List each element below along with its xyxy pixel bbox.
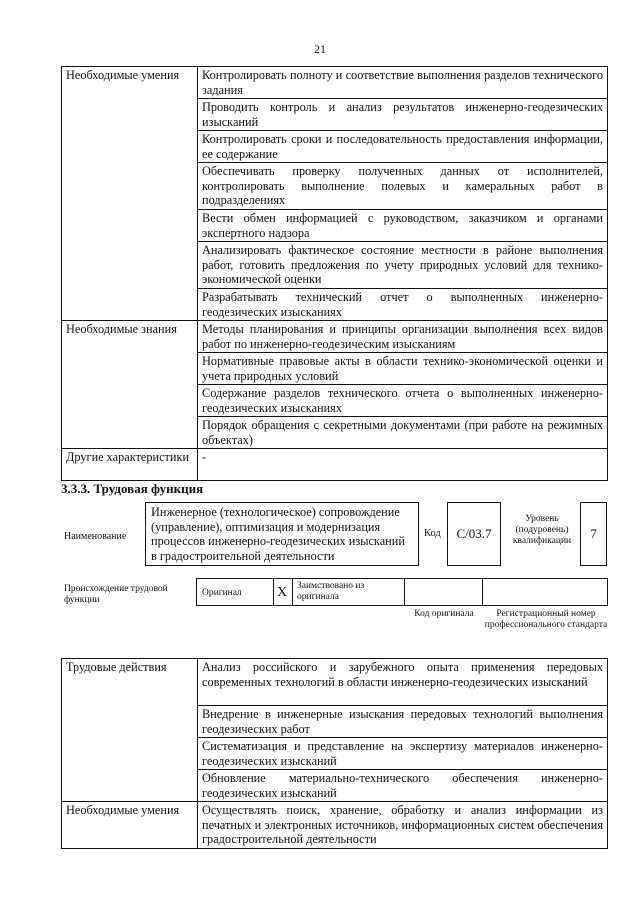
table-cell: Контролировать полноту и соответствие выполнения разделов технического задания — [198, 67, 608, 99]
table-cell: Обеспечивать проверку полученных данных от исполнителей, контролировать выполнение полевых и камеральных работ в подразделениях — [198, 163, 608, 210]
row-label: Необходимые умения — [62, 802, 198, 849]
table-row — [62, 802, 608, 849]
row-label: Необходимые умения — [62, 67, 198, 321]
table-cell: Анализировать фактическое состояние местности в районе выполнения работ, готовить предложения по учету природных условий для технико-экономической оценки — [198, 242, 608, 289]
code-original-label: Код оригинала — [414, 609, 474, 619]
page-number: 21 — [314, 42, 326, 56]
divider — [273, 578, 274, 606]
table-cell: Порядок обращения с секретными документами (при работе на режимных объектах) — [198, 417, 608, 449]
origin-row — [196, 578, 608, 606]
name-label: Наименование — [64, 531, 127, 542]
bottom-actions-table — [61, 658, 608, 849]
table-cell: Контролировать сроки и последовательность предоставления информации, ее содержание — [198, 131, 608, 163]
level-box — [580, 502, 607, 566]
table-row — [62, 449, 608, 481]
borrowed-label: Заимствовано из оригинала — [297, 581, 365, 602]
code-box — [447, 502, 501, 566]
row-label: Трудовые действия — [62, 659, 198, 802]
table-cell: Систематизация и представление на экспертизу материалов инженерно-геодезических изысканий — [198, 738, 608, 770]
table-cell: - — [198, 449, 608, 481]
level-label: Уровень (подуровень) квалификации — [512, 514, 572, 546]
function-name: Инженерное (технологическое) сопровождение (управление), оптимизация и модернизация процессов инженерно-геодезических изысканий в градостроительной деятельности — [151, 505, 405, 563]
origin-label: Происхождение трудовой функции — [64, 584, 168, 605]
original-label: Оригинал — [202, 588, 242, 598]
row-label: Другие характеристики — [62, 449, 198, 481]
table-cell: Осуществлять поиск, хранение, обработку и анализ информации из печатных и электронных источников, информационных систем обеспечения градостроительной деятельности — [198, 802, 608, 849]
section-title: 3.3.3. Трудовая функция — [61, 481, 204, 496]
table-cell: Содержание разделов технического отчета о выполненных инженерно-геодезических изысканиях — [198, 385, 608, 417]
table-cell: Вести обмен информацией с руководством, заказчиком и органами экспертного надзора — [198, 210, 608, 242]
divider — [292, 578, 293, 606]
table-cell: Методы планирования и принципы организации выполнения всех видов работ по инженерно-геодезическим изысканиям — [198, 321, 608, 353]
code-value: С/03.7 — [456, 526, 492, 541]
level-value: 7 — [590, 526, 597, 541]
function-name-box — [145, 502, 419, 566]
table-row — [62, 321, 608, 353]
divider — [482, 578, 483, 606]
table-cell: Проводить контроль и анализ результатов инженерно-геодезических изысканий — [198, 99, 608, 131]
table-cell: Внедрение в инженерные изыскания передовых технологий выполнения геодезических работ — [198, 706, 608, 738]
top-requirements-table — [61, 66, 608, 481]
row-label: Необходимые знания — [62, 321, 198, 449]
table-cell: Разрабатывать технический отчет о выполненных инженерно-геодезических изысканиях — [198, 289, 608, 321]
code-label: Код — [424, 528, 441, 539]
table-row — [62, 659, 608, 706]
divider — [404, 578, 405, 606]
reg-number-label: Регистрационный номер профессионального стандарта — [484, 609, 608, 630]
table-cell: Нормативные правовые акты в области технико-экономической оценки и учета природных условий — [198, 353, 608, 385]
table-cell: Обновление материально-технического обеспечения инженерно-геодезических изысканий — [198, 770, 608, 802]
table-row — [62, 67, 608, 99]
table-cell: Анализ российского и зарубежного опыта применения передовых современных технологий в области инженерно-геодезических изысканий — [198, 659, 608, 706]
original-mark: X — [277, 585, 288, 600]
